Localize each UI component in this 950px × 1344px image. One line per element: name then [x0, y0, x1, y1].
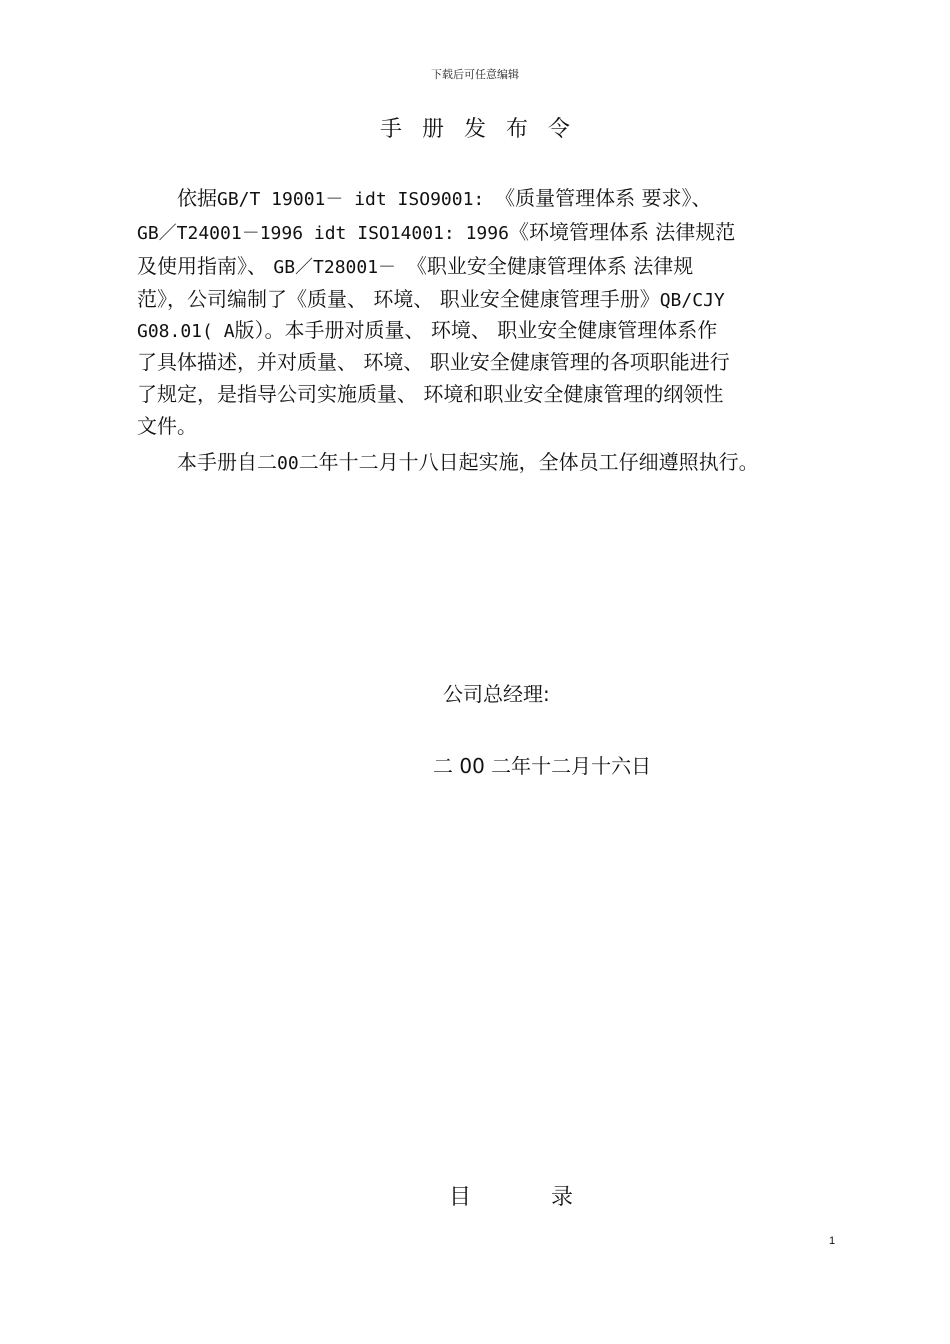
- body-line: [137, 346, 730, 378]
- standard-code: GB／T24001－1996 idt ISO14001: 1996: [137, 223, 509, 244]
- line-text: 《职业安全健康管理体系 法律规: [406, 254, 694, 278]
- line-text: 版）。本手册对质量、 环境、 职业安全健康管理体系作: [234, 318, 718, 342]
- standard-code: GB/T 19001－ idt ISO9001:: [217, 189, 496, 210]
- signature-date: 二 00 二年十二月十六日: [433, 754, 652, 778]
- standard-code: GB／T28001－: [273, 257, 407, 278]
- body-line: [137, 410, 197, 442]
- body-line: [177, 446, 759, 480]
- toc-heading: 目录: [449, 1185, 654, 1210]
- standard-code: G08.01( A: [137, 321, 235, 342]
- line-text: 二年十二月十八日起实施，全体员工仔细遵照执行。: [298, 450, 759, 474]
- header-note: 下载后可任意编辑: [431, 68, 519, 81]
- page-number: 1: [829, 1235, 836, 1247]
- line-text: 《质量管理体系 要求》、: [495, 186, 712, 210]
- line-text: 依据: [177, 186, 217, 210]
- body-line: [137, 250, 693, 284]
- page-title: 手册发布令: [379, 117, 590, 142]
- body-line: [137, 378, 723, 410]
- line-text: 本手册自二: [177, 450, 277, 474]
- line-text: 及使用指南》、: [137, 254, 274, 278]
- body-line: [137, 283, 725, 317]
- year-digits: 00: [277, 453, 299, 474]
- line-text: 了具体描述，并对质量、 环境、 职业安全健康管理的各项职能进行: [137, 350, 730, 374]
- standard-code: QB/CJY: [659, 290, 725, 311]
- body-line: [137, 216, 735, 250]
- line-text: 文件。: [137, 414, 197, 438]
- line-text: 范》，公司编制了《质量、 环境、 职业安全健康管理手册》: [137, 287, 660, 311]
- body-line: [137, 314, 717, 348]
- line-text: 《环境管理体系 法律规范: [508, 220, 736, 244]
- line-text: 了规定，是指导公司实施质量、 环境和职业安全健康管理的纲领性: [137, 382, 724, 406]
- signer-label: 公司总经理:: [443, 682, 550, 706]
- body-line: [177, 182, 711, 216]
